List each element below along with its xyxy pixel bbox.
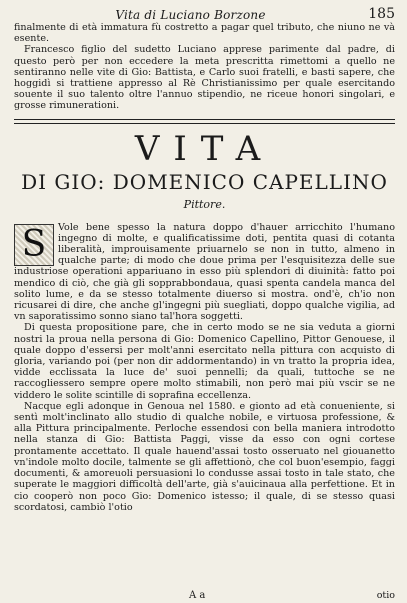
vita-title: VITA (134, 128, 275, 169)
decorated-initial (14, 224, 54, 266)
page-number: 185 (368, 6, 395, 22)
biography-paragraph-1: Vole bene spesso la natura doppo d'hauer arricchito l'humano ingegno di molte, e qualificatissime doti, pentita quasi di cotanta liberalità, improuisamente priuarnelo se non in tutto, almeno in qualche parte; di modo che doue prima per l'esquisitezza delle sue industriose operationi appariuano in esso più splendori di diuinità: fatto poi mendico di ciò, che già gli sopprabbondaua, quasi spenta candela manca del solito lume, e da se stesso totalmente diuerso si mostra. ond'è, ch'io non ricusarei di dire, che anche gl'ingegni più suegliati, doppo qualche vigilia, ad vn saporatissimo sonno siano tal'hora soggetti. (14, 221, 395, 323)
catchword: otio (376, 590, 395, 601)
page-footer (14, 589, 395, 601)
page-header (14, 6, 395, 22)
intro-paragraph-1: finalmente di età immatura fù costretto a pagar quel tributo, che niuno ne và esente. (14, 22, 395, 45)
running-title: Vita di Luciano Borzone (115, 8, 266, 22)
biography-paragraph-2: Di questa propositione pare, che in certo modo se ne sia veduta a giorni nostri la proua nella persona di Gio: Domenico Capellino, Pittor Genouese, il quale doppo d'essersi per molt'anni esercitato nella pittura con acquisto di gloria, variando poi (per non dir addormentando) in vn tratto la propria idea, vidde ecclissata la luce de' suoi pennelli; da quali, tuttoche se ne raccogliessero sempre opere molto stimabili, non però mai più vscir se ne viddero le solite scintille di soprafina eccellenza. (14, 322, 395, 401)
biography-text (14, 222, 395, 513)
intro-paragraph-2: Francesco figlio del sudetto Luciano apprese parimente dal padre, di questo però per non eccedere la meta prescritta rimettomi a quello ne sentiranno nelle vite di Gio: Battista, e Carlo suoi fratelli, e basti sapere, che hoggidì si trattiene appresso al Rè Christianissimo per quale esercitando souente il suo talento oltre l'annuo stipendio, ne riceue honori singolari, e grosse rimunerationi. (14, 44, 395, 112)
section-divider (14, 119, 395, 124)
subject-name: DI GIO: DOMENICO CAPELLINO (21, 169, 388, 194)
drop-cap-letter: S (21, 223, 47, 265)
signature-mark: A a (189, 590, 206, 601)
intro-section (14, 22, 395, 112)
subject-role: Pittore. (183, 197, 226, 211)
biography-paragraph-3: Nacque egli adonque in Genoua nel 1580. e gionto ad età conueniente, si sentì molt'inclinato allo studio di qualche nobile, e virtuosa professione, & alla Pittura principalmente. Perloche essendosi con bella maniera introdotto nella stanza di Gio: Battista Paggi, visse da esso con ogni cortese prontamente accettato. Il quale hauend'assai tosto osseruato nel giouanetto vn'indole molto docile, talmente se gli affettionò, che col buon'esempio, faggi documenti, & amoreuoli persuasioni lo condusse assai tosto in tale stato, che superate le maggiori difficoltà dell'arte, già s'auicinaua alla perfettione. Et in cio cooperò non poco Gio: Domenico istesso; il quale, di se stesso quasi scordatosi, cambiò l'otio (14, 400, 395, 513)
